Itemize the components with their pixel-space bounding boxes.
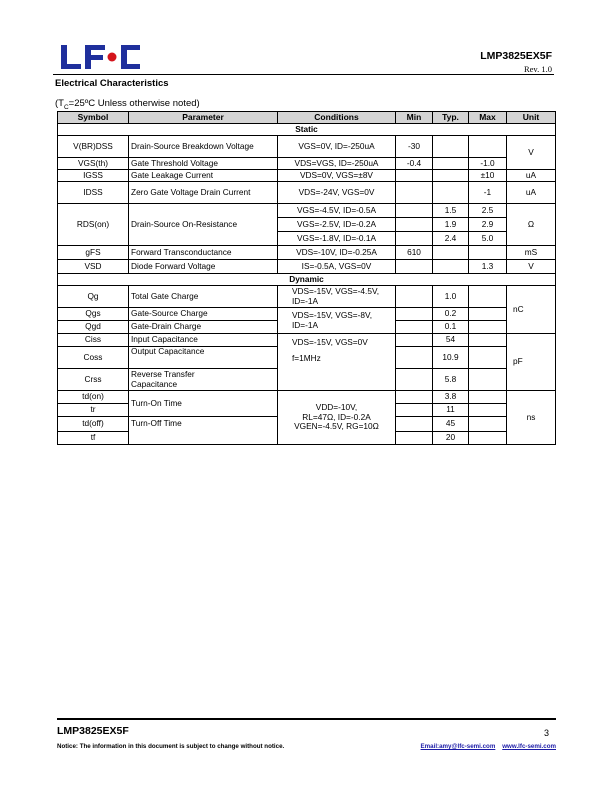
conditions-line: ID=-1A xyxy=(292,295,319,306)
max-cell xyxy=(469,391,507,404)
unit-cell: V xyxy=(507,136,556,170)
symbol-cell: td(on) xyxy=(58,391,129,404)
unit-cell: pF xyxy=(507,334,556,391)
symbol-cell: Coss xyxy=(58,347,129,369)
min-cell xyxy=(396,417,433,432)
parameter-cell: Turn-Off Time xyxy=(129,417,278,445)
min-cell xyxy=(396,218,433,232)
min-cell xyxy=(396,232,433,246)
typ-cell: 1.0 xyxy=(433,286,469,308)
typ-cell: 11 xyxy=(433,404,469,417)
unit-cell: uA xyxy=(507,182,556,204)
max-cell xyxy=(469,369,507,391)
conditions-cell xyxy=(278,334,396,391)
max-cell xyxy=(469,286,507,308)
max-cell xyxy=(469,308,507,321)
max-cell xyxy=(469,246,507,260)
symbol-cell: VSD xyxy=(58,260,129,274)
max-cell: -1.0 xyxy=(469,158,507,170)
dynamic-section-row xyxy=(58,274,556,286)
conditions-cell: IS=-0.5A, VGS=0V xyxy=(278,260,396,274)
min-cell xyxy=(396,334,433,347)
symbol-cell: IDSS xyxy=(58,182,129,204)
max-cell: 2.9 xyxy=(469,218,507,232)
unit-cell: V xyxy=(507,260,556,274)
typ-cell: 3.8 xyxy=(433,391,469,404)
header-unit: Unit xyxy=(507,112,556,124)
table-row xyxy=(58,286,556,308)
min-cell xyxy=(396,308,433,321)
parameter-cell: Turn-On Time xyxy=(129,391,278,417)
header-parameter: Parameter xyxy=(129,112,278,124)
min-cell xyxy=(396,204,433,218)
header-revision: Rev. 1.0 xyxy=(523,64,552,74)
typ-cell xyxy=(433,182,469,204)
table-header-row xyxy=(58,112,556,124)
unit-cell: uA xyxy=(507,170,556,182)
max-cell: 1.3 xyxy=(469,260,507,274)
table-row xyxy=(58,246,556,260)
conditions-line: VDS=-15V, VGS=-4.5V, xyxy=(292,285,380,296)
section-title: Electrical Characteristics xyxy=(55,78,169,89)
page-number: 3 xyxy=(543,728,549,738)
symbol-cell: IGSS xyxy=(58,170,129,182)
lfc-logo xyxy=(59,44,141,70)
parameter-cell: Gate Leakage Current xyxy=(129,170,278,182)
typ-cell xyxy=(433,136,469,158)
header-max: Max xyxy=(469,112,507,124)
parameter-cell: Drain-Source On-Resistance xyxy=(129,204,278,246)
conditions-line: f=1MHz xyxy=(292,352,321,363)
conditions-line: VDS=-15V, VGS=0V xyxy=(292,337,368,347)
conditions-cell: VDS=-10V, ID=-0.25A xyxy=(278,246,396,260)
header-part-number: LMP3825EX5F xyxy=(480,50,552,62)
conditions-line: VDD=-10V, xyxy=(315,402,358,413)
min-cell xyxy=(396,182,433,204)
unit-cell: ns xyxy=(507,391,556,445)
conditions-cell: VGS=0V, ID=-250uA xyxy=(278,136,396,158)
footer-divider xyxy=(57,718,556,720)
static-label: Static xyxy=(58,124,556,136)
parameter-cell: Output Capacitance xyxy=(129,347,278,369)
typ-cell: 45 xyxy=(433,417,469,432)
symbol-cell: Qgs xyxy=(58,308,129,321)
min-cell xyxy=(396,404,433,417)
condition-note: ($T_C=25ºC$ Unless otherwise noted) xyxy=(55,98,200,111)
conditions-cell: VGS=-2.5V, ID=-0.2A xyxy=(278,218,396,232)
table-row xyxy=(58,182,556,204)
header-typ: Typ. xyxy=(433,112,469,124)
max-cell xyxy=(469,404,507,417)
max-cell xyxy=(469,136,507,158)
symbol-cell: tr xyxy=(58,404,129,417)
conditions-cell: VDS=-24V, VGS=0V xyxy=(278,182,396,204)
symbol-cell: tf xyxy=(58,432,129,445)
table-row xyxy=(58,334,556,347)
typ-cell xyxy=(433,260,469,274)
conditions-line: RL=47Ω, ID=-0.2A xyxy=(302,411,371,422)
max-cell xyxy=(469,334,507,347)
min-cell xyxy=(396,260,433,274)
static-section-row xyxy=(58,124,556,136)
min-cell xyxy=(396,432,433,445)
parameter-cell: Total Gate Charge xyxy=(129,286,278,308)
symbol-cell: Crss xyxy=(58,369,129,391)
typ-cell: 1.9 xyxy=(433,218,469,232)
conditions-cell: VGS=-4.5V, ID=-0.5A xyxy=(278,204,396,218)
conditions-cell xyxy=(278,286,396,308)
typ-cell xyxy=(433,246,469,260)
min-cell xyxy=(396,369,433,391)
parameter-cell: Input Capacitance xyxy=(129,334,278,347)
header-divider xyxy=(53,74,554,75)
typ-cell: 0.1 xyxy=(433,321,469,334)
min-cell xyxy=(396,347,433,369)
min-cell xyxy=(396,286,433,308)
conditions-cell: VDS=0V, VGS=±8V xyxy=(278,170,396,182)
min-cell: -30 xyxy=(396,136,433,158)
footer-contact xyxy=(421,743,556,750)
max-cell xyxy=(469,321,507,334)
max-cell: ±10 xyxy=(469,170,507,182)
parameter-cell: Gate-Source Charge xyxy=(129,308,278,321)
email-link[interactable]: Email:amy@lfc-semi.com xyxy=(420,743,496,750)
min-cell: 610 xyxy=(396,246,433,260)
symbol-cell: gFS xyxy=(58,246,129,260)
unit-cell: mS xyxy=(507,246,556,260)
header-min: Min xyxy=(396,112,433,124)
parameter-cell: Gate-Drain Charge xyxy=(129,321,278,334)
max-cell xyxy=(469,432,507,445)
max-cell xyxy=(469,347,507,369)
symbol-cell: V(BR)DSS xyxy=(58,136,129,158)
table-row xyxy=(58,308,556,321)
conditions-line: ID=-1A xyxy=(292,319,319,330)
symbol-cell: VGS(th) xyxy=(58,158,129,170)
table-row xyxy=(58,158,556,170)
typ-cell xyxy=(433,170,469,182)
parameter-cell: Zero Gate Voltage Drain Current xyxy=(129,182,278,204)
table-row xyxy=(58,260,556,274)
dynamic-label: Dynamic xyxy=(58,274,556,286)
table-row xyxy=(58,170,556,182)
symbol-cell: td(off) xyxy=(58,417,129,432)
parameter-cell: Forward Transconductance xyxy=(129,246,278,260)
max-cell: 5.0 xyxy=(469,232,507,246)
conditions-line: VDS=-15V, VGS=-8V, xyxy=(292,309,373,320)
max-cell: -1 xyxy=(469,182,507,204)
table-row xyxy=(58,204,556,218)
electrical-characteristics-table xyxy=(57,111,556,445)
typ-cell: 54 xyxy=(433,334,469,347)
min-cell: -0.4 xyxy=(396,158,433,170)
header-conditions: Conditions xyxy=(278,112,396,124)
conditions-cell: VDS=VGS, ID=-250uA xyxy=(278,158,396,170)
symbol-cell: Ciss xyxy=(58,334,129,347)
conditions-line: VGEN=-4.5V, RG=10Ω xyxy=(294,421,379,432)
website-link[interactable]: www.lfc-semi.com xyxy=(502,743,556,750)
parameter-cell: Gate Threshold Voltage xyxy=(129,158,278,170)
min-cell xyxy=(396,391,433,404)
typ-cell: 1.5 xyxy=(433,204,469,218)
conditions-cell xyxy=(278,308,396,334)
conditions-cell: VGS=-1.8V, ID=-0.1A xyxy=(278,232,396,246)
parameter-cell: Drain-Source Breakdown Voltage xyxy=(129,136,278,158)
typ-cell: 2.4 xyxy=(433,232,469,246)
min-cell xyxy=(396,321,433,334)
symbol-cell: Qg xyxy=(58,286,129,308)
max-cell: 2.5 xyxy=(469,204,507,218)
table-row xyxy=(58,136,556,158)
typ-cell: 0.2 xyxy=(433,308,469,321)
header-symbol: Symbol xyxy=(58,112,129,124)
typ-cell: 5.8 xyxy=(433,369,469,391)
typ-cell: 10.9 xyxy=(433,347,469,369)
symbol-cell: RDS(on) xyxy=(58,204,129,246)
typ-cell xyxy=(433,158,469,170)
symbol-cell: Qgd xyxy=(58,321,129,334)
unit-cell: nC xyxy=(507,286,556,334)
conditions-cell xyxy=(278,391,396,445)
unit-cell: Ω xyxy=(507,204,556,246)
max-cell xyxy=(469,417,507,432)
parameter-cell: Reverse Transfer Capacitance xyxy=(129,369,278,391)
footer-part-number: LMP3825EX5F xyxy=(57,725,129,737)
table-row xyxy=(58,391,556,404)
min-cell xyxy=(396,170,433,182)
footer-notice: Notice: The information in this document is subject to change without notice. xyxy=(57,743,285,750)
typ-cell: 20 xyxy=(433,432,469,445)
parameter-cell: Diode Forward Voltage xyxy=(129,260,278,274)
